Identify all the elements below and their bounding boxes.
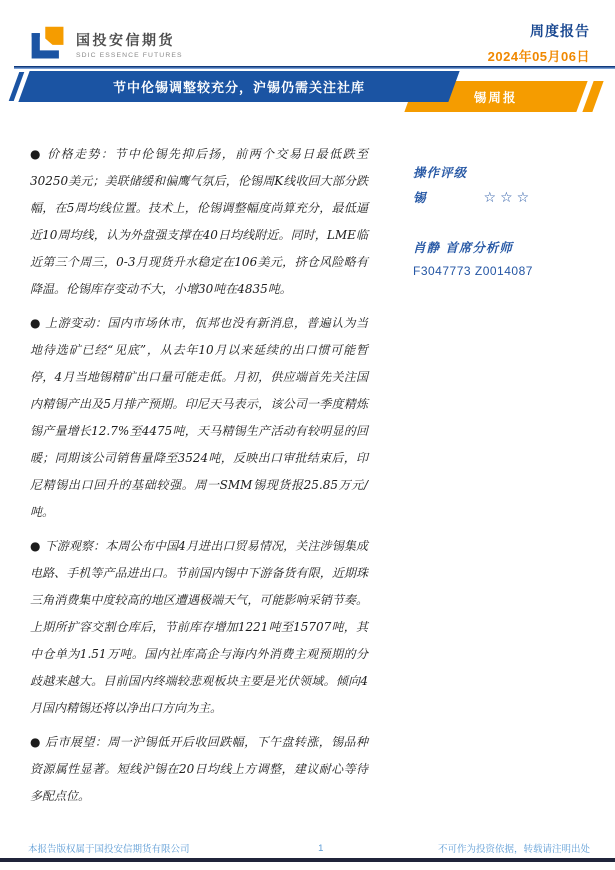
footer-copyright: 本报告版权属于国投安信期货有限公司 [28, 844, 190, 855]
company-logo [28, 24, 183, 64]
report-body [30, 141, 368, 817]
report-title: 节中伦锡调整较充分，沪锡仍需关注社库 [112, 80, 365, 95]
report-date: 2024年05月06日 [487, 49, 590, 64]
company-name-cn: 国投安信期货 [76, 31, 175, 48]
company-name-en: SDIC ESSENCE FUTURES [76, 51, 183, 59]
body-paragraph: ● 下游观察：本周公布中国4月进出口贸易情况，关注涉锡集成电路、手机等产品进出口。节前国内锡中下游备货有限，近期珠三角消费集中度较高的地区遭遇极端天气，可能影响采销节奏。上期所扩容交割仓库后，节前库存增加1221吨至15707吨，其中仓单为1.51万吨。国内社库高企与海内外消费主观预期的分歧越来越大。目前国内终端较悲观板块主要是光伏领域。倾向4月国内精锡还将以净出口方向为主。 [30, 539, 368, 715]
footer-page-number: 1 [318, 842, 324, 854]
rating-row [413, 188, 593, 206]
body-paragraph: ● 上游变动：国内市场休市，佤邦也没有新消息，普遍认为当地待选矿已经“见底”，从去年10月以来延续的出口惯可能暂停，4月当地锡精矿出口量可能走低。月初，供应端首先关注国内精锡产出及5月排产预期。印尼天马表示，该公司一季度精炼锡产量增长12.7%至4475吨，天马精锡生产活动有较明显的回暖；同期该公司销售量降至3524吨，反映出口审批结束后，印尼精锡出口回升的基础较强。周一SMM锡现货报25.85万元/吨。 [30, 316, 368, 519]
company-logo-icon [28, 24, 68, 64]
bottom-bar [0, 858, 615, 862]
instrument-name: 锡 [413, 190, 426, 205]
rating-label: 操作评级 [413, 165, 468, 180]
report-title-banner [18, 71, 459, 102]
body-paragraph: ● 后市展望：周一沪锡低开后收回跌幅，下午盘转涨，锡品种资源属性显著。短线沪锡在20日均线上方调整，建议耐心等待多配点位。 [30, 735, 368, 803]
header-divider [14, 66, 615, 69]
analyst-codes: F3047773 Z0014087 [413, 264, 533, 278]
rating-stars-icon: ☆☆☆ [483, 188, 534, 205]
analyst-name: 肖静 首席分析师 [413, 240, 513, 255]
footer-disclaimer: 不可作为投资依据，转载请注明出处 [437, 844, 590, 855]
report-type-label: 周度报告 [530, 23, 590, 39]
rating-sidebar [413, 163, 593, 278]
report-tag: 锡周报 [474, 90, 518, 105]
body-paragraph: ● 价格走势：节中伦锡先抑后扬，前两个交易日最低跌至30250美元；美联储缓和偏鹰气氛后，伦锡周K线收回大部分跌幅，在5周均线位置。技术上，伦锡调整幅度尚算充分，最低逼近10周均线，认为外盘强支撑在40日均线附近。同时，LME临近第三个周三，0-3月现货升水稳定在106美元，挤仓风险略有降温。伦锡库存变动不大，小增30吨在4835吨。 [30, 147, 368, 296]
page-footer [28, 841, 590, 855]
